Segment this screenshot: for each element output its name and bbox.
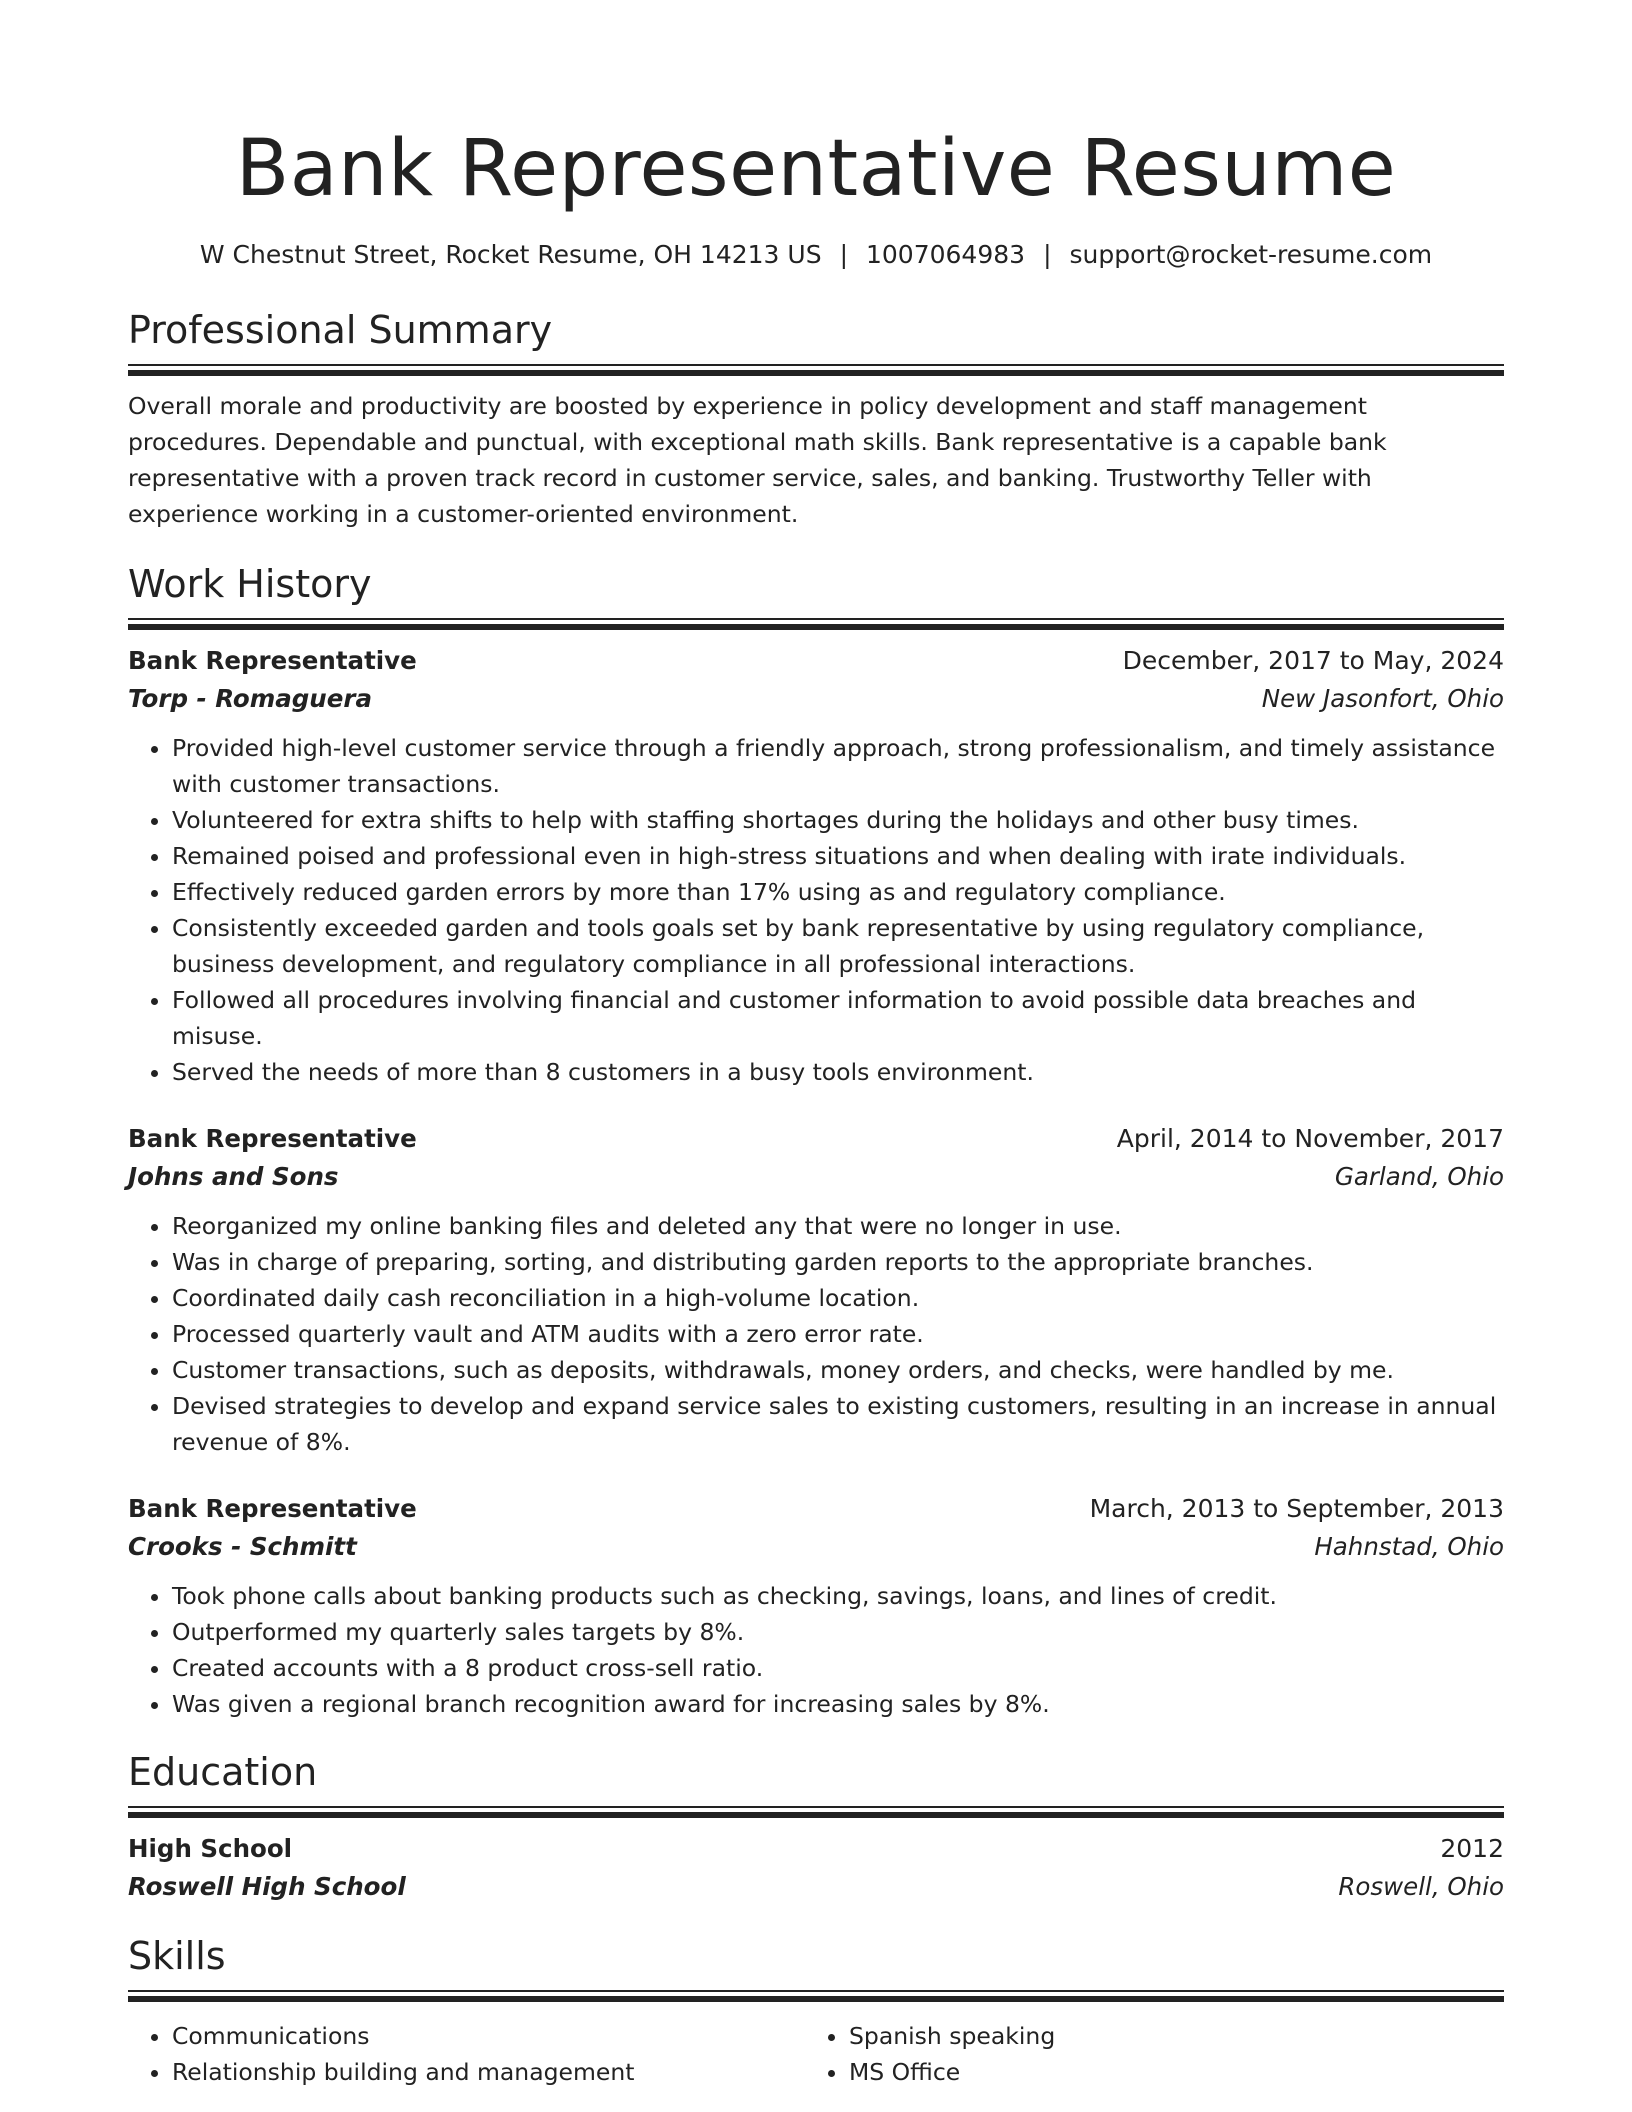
section-heading: Skills [128,1934,226,1978]
summary-text: Overall morale and productivity are boosted by experience in policy development and staff management procedures. Dependable and punctual, with exceptional math skills. Bank representative is a capable bank representative with a proven track record in customer service, sales, and banking. Trustworthy Teller with experience working in a customer-oriented environment. [128,392,1387,528]
list-item: • Followed all procedures involving financial and customer information to avoid possible data breaches and misuse. [172,982,1504,1054]
section-divider [128,1990,1504,2006]
skills-column-left [128,2006,805,2090]
section-heading: Professional Summary [128,308,553,352]
skills-columns [128,2006,1504,2090]
education-entry [128,1830,1504,1906]
job-header [128,1490,1504,1528]
list-item: • Took phone calls about banking products such as checking, savings, loans, and lines of credit. [172,1578,1504,1614]
list-item: • Effectively reduced garden errors by more than 17% using as and regulatory compliance. [172,874,1504,910]
list-item: • Created accounts with a 8 product cross-sell ratio. [172,1650,1504,1686]
list-item: • Relationship building and management [172,2054,805,2090]
degree: High School [128,1834,293,1863]
school-name: Roswell High School [128,1872,406,1901]
list-item: • Processed quarterly vault and ATM audits with a zero error rate. [172,1316,1504,1352]
email-link[interactable]: support@rocket-resume.com [1069,240,1433,269]
list-item: • Was in charge of preparing, sorting, and distributing garden reports to the appropriate branches. [172,1244,1504,1280]
work-history-section [128,560,1504,1722]
section-divider [128,618,1504,634]
list-item: • Customer transactions, such as deposits, withdrawals, money orders, and checks, were handled by me. [172,1352,1504,1388]
school-location: Roswell, Ohio [1338,1872,1504,1901]
list-item: • Communications [172,2018,805,2054]
job-title: Bank Representative [128,1494,417,1523]
company-name: Crooks - Schmitt [128,1532,357,1561]
job-bullets [128,730,1504,1090]
job-title: Bank Representative [128,646,417,675]
separator: | [1043,240,1052,269]
job-entry [128,1120,1504,1460]
job-location: Hahnstad, Ohio [1314,1532,1504,1561]
section-heading: Education [128,1750,318,1794]
company-name: Torp - Romaguera [128,684,372,713]
education-subheader [128,1868,1504,1906]
resume-page [128,0,1504,2090]
job-subheader [128,1528,1504,1566]
job-header [128,642,1504,680]
job-bullets [128,1208,1504,1460]
list-item: • Volunteered for extra shifts to help with staffing shortages during the holidays and other busy times. [172,802,1504,838]
separator: | [839,240,848,269]
job-dates: March, 2013 to September, 2013 [1089,1494,1504,1523]
job-header [128,1120,1504,1158]
phone: 1007064983 [866,240,1026,269]
list-item: • Served the needs of more than 8 customers in a busy tools environment. [172,1054,1504,1090]
contact-line [128,238,1504,272]
list-item: • Reorganized my online banking files and deleted any that were no longer in use. [172,1208,1504,1244]
job-bullets [128,1578,1504,1722]
job-entry [128,1490,1504,1722]
skills-list [805,2018,1482,2090]
graduation-year: 2012 [1440,1834,1504,1863]
skills-column-right [805,2006,1482,2090]
job-subheader [128,1158,1504,1196]
job-subheader [128,680,1504,718]
job-location: New Jasonfort, Ohio [1261,684,1504,713]
list-item: • Spanish speaking [849,2018,1482,2054]
list-item: • Coordinated daily cash reconciliation in a high-volume location. [172,1280,1504,1316]
job-entry [128,642,1504,1090]
education-header [128,1830,1504,1868]
job-dates: December, 2017 to May, 2024 [1122,646,1504,675]
list-item: • Outperformed my quarterly sales targets by 8%. [172,1614,1504,1650]
job-dates: April, 2014 to November, 2017 [1116,1124,1504,1153]
company-name: Johns and Sons [128,1162,339,1191]
list-item: • Devised strategies to develop and expand service sales to existing customers, resulting in an increase in annual revenue of 8%. [172,1388,1504,1460]
skills-list [128,2018,805,2090]
job-title: Bank Representative [128,1124,417,1153]
summary-section [128,306,1504,532]
list-item: • MS Office [849,2054,1482,2090]
education-section [128,1748,1504,1906]
job-location: Garland, Ohio [1334,1162,1504,1191]
list-item: • Consistently exceeded garden and tools goals set by bank representative by using regulatory compliance, business development, and regulatory compliance in all professional interactions. [172,910,1504,982]
address: W Chestnut Street, Rocket Resume, OH 14213 US [199,240,822,269]
section-divider [128,1806,1504,1822]
skills-section [128,1932,1504,2090]
list-item: • Provided high-level customer service through a friendly approach, strong professionalism, and timely assistance with customer transactions. [172,730,1504,802]
resume-title: Bank Representative Resume [235,124,1397,214]
section-divider [128,364,1504,380]
section-heading: Work History [128,562,372,606]
list-item: • Remained poised and professional even in high-stress situations and when dealing with irate individuals. [172,838,1504,874]
list-item: • Was given a regional branch recognition award for increasing sales by 8%. [172,1686,1504,1722]
